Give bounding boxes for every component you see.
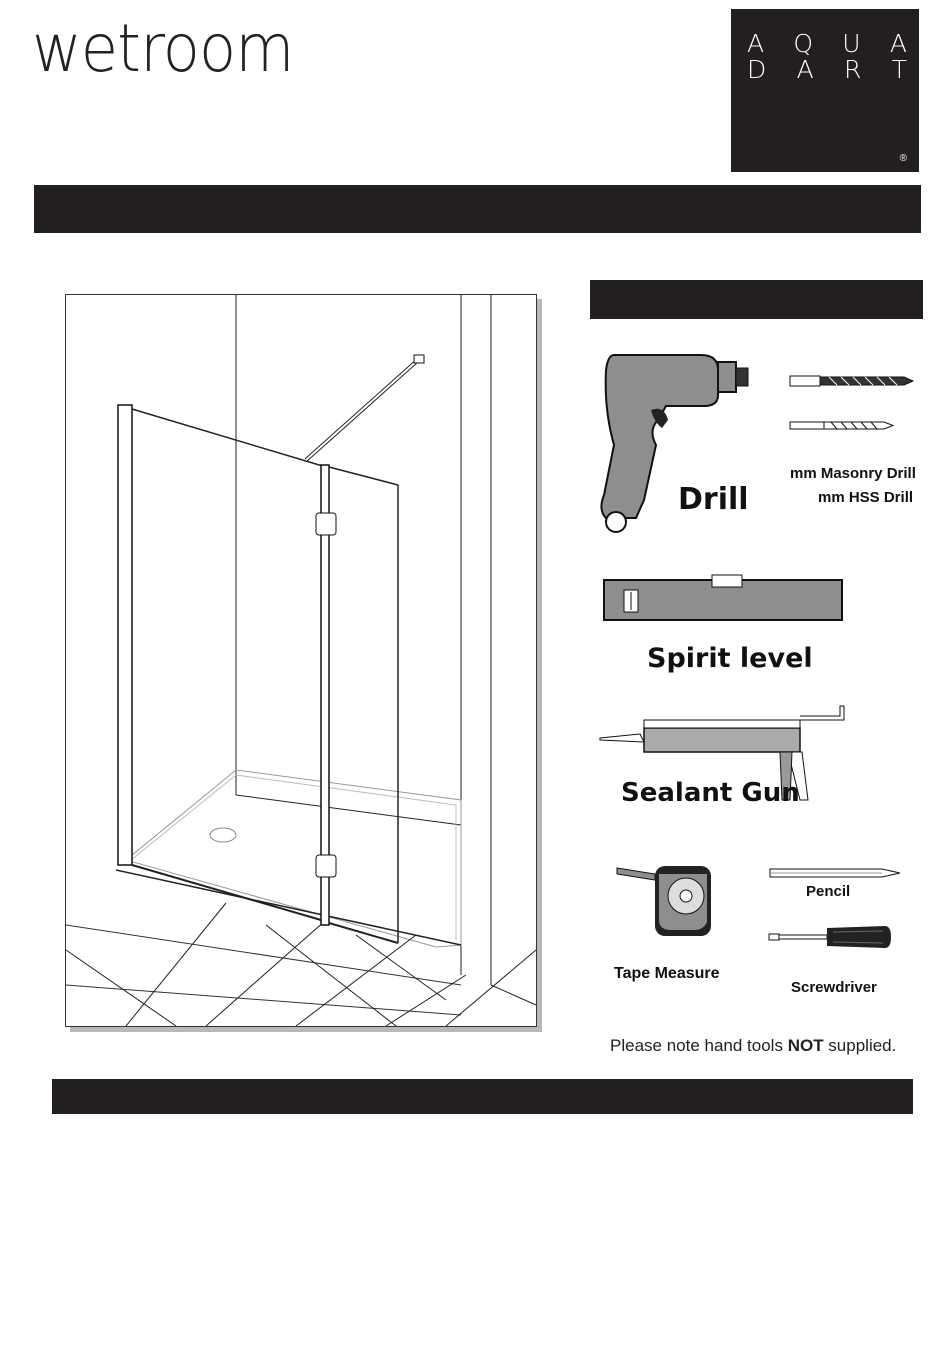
drill-label: Drill	[678, 482, 749, 517]
pencil-icon	[768, 866, 902, 880]
logo-letter: R	[844, 55, 862, 84]
note-emphasis: NOT	[787, 1036, 824, 1055]
sealant-gun-label: Sealant Gun	[621, 778, 800, 808]
note-prefix: Please note hand tools	[610, 1036, 788, 1055]
tools-required-bar	[590, 280, 923, 319]
logo-letter: Q	[793, 29, 814, 58]
registered-mark: ®	[899, 153, 907, 164]
logo-letter: A	[747, 29, 765, 58]
note-suffix: supplied.	[823, 1036, 897, 1055]
logo-letter: T	[891, 55, 907, 84]
logo-letter: A	[889, 29, 907, 58]
brand-title: wetroom	[32, 10, 294, 87]
aquadart-logo	[731, 9, 919, 172]
tools-not-supplied-note	[610, 1036, 896, 1056]
logo-letter: A	[796, 55, 814, 84]
masonry-drill-bit-icon	[789, 372, 917, 436]
spirit-level-label: Spirit level	[647, 643, 813, 674]
spirit-level-icon	[604, 574, 846, 624]
screwdriver-icon	[767, 924, 893, 952]
tape-measure-icon	[615, 864, 715, 938]
logo-letter: U	[842, 29, 861, 58]
hss-drill-bit-icon	[790, 422, 893, 429]
pencil-label: Pencil	[806, 883, 851, 900]
shower-screen-drawing	[66, 295, 536, 1026]
masonry-drill-label: mm Masonry Drill	[790, 465, 916, 482]
logo-letter: D	[747, 55, 767, 84]
hss-drill-label: mm HSS Drill	[818, 489, 914, 506]
shower-enclosure-illustration	[65, 294, 537, 1027]
screwdriver-label: Screwdriver	[791, 979, 877, 996]
logo-row-aqua	[747, 29, 907, 58]
header-bar	[34, 185, 921, 233]
footer-bar	[52, 1079, 913, 1114]
tape-measure-label: Tape Measure	[614, 965, 720, 982]
logo-row-dart	[747, 55, 907, 84]
